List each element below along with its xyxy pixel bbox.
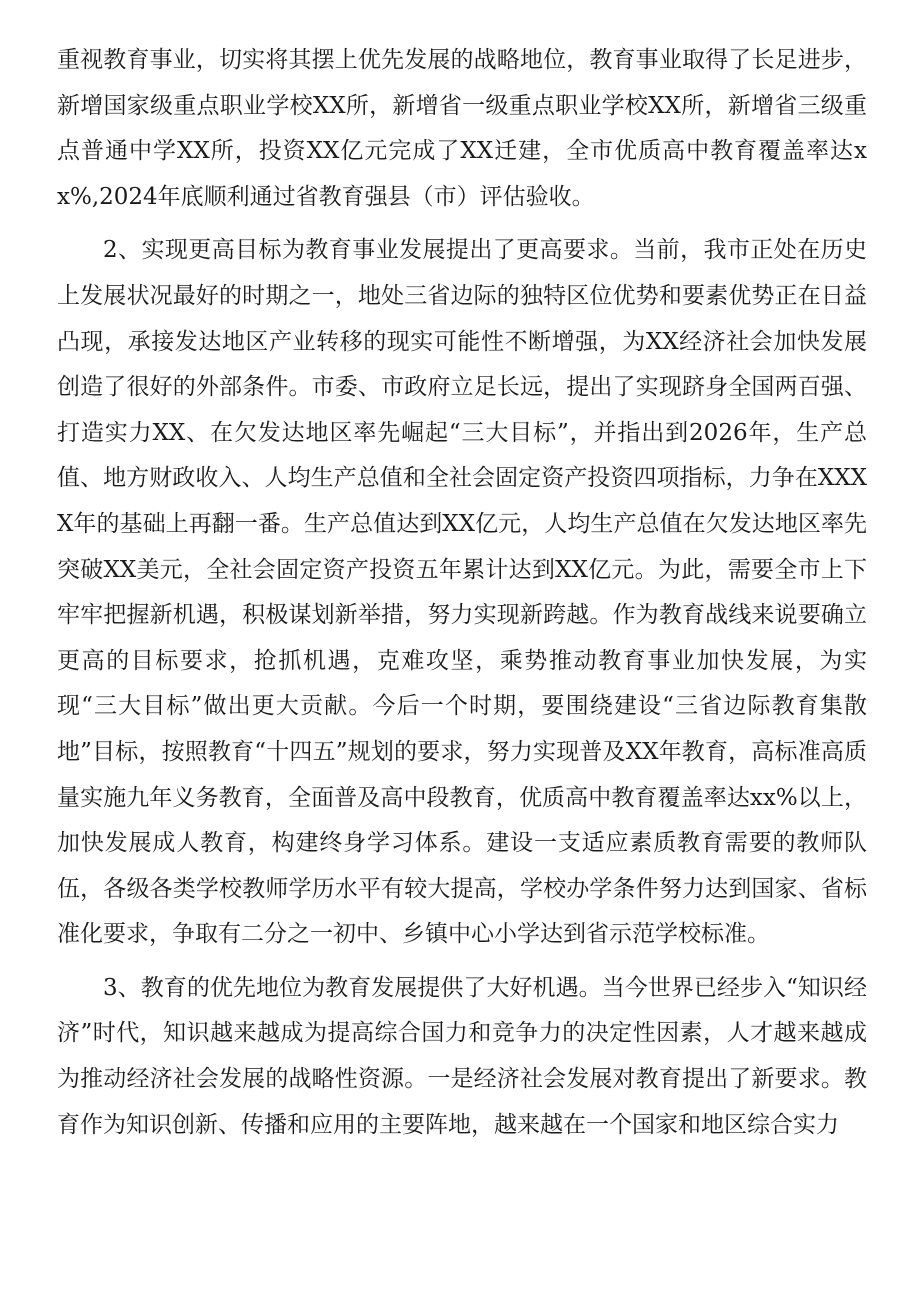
document-page <box>57 38 867 1148</box>
paragraph-3-priority-status: 3、教育的优先地位为教育发展提供了大好机遇。当今世界已经步入“知识经济”时代，知识越来越成为提高综合国力和竞争力的决定性因素，人才越来越成为推动经济社会发展的战略性资源。一是经济社会发展对教育提出了新要求。教育作为知识创新、传播和应用的主要阵地，越来越在一个国家和地区综合实力 <box>57 974 867 1138</box>
paragraph-continued: 重视教育事业，切实将其摆上优先发展的战略地位，教育事业取得了长足进步，新增国家级重点职业学校XX所，新增省一级重点职业学校XX所，新增省三级重点普通中学XX所，投资XX亿元完成了XX迁建，全市优质高中教育覆盖率达xx%,2024年底顺利通过省教育强县（市）评估验收。 <box>57 47 867 210</box>
paragraph-2-higher-goals: 2、实现更高目标为教育事业发展提出了更高要求。当前，我市正处在历史上发展状况最好的时期之一，地处三省边际的独特区位优势和要素优势正在日益凸现，承接发达地区产业转移的现实可能性不断增强，为XX经济社会加快发展创造了很好的外部条件。市委、市政府立足长远，提出了实现跻身全国两百强、打造实力XX、在欠发达地区率先崛起“三大目标”，并指出到2026年，生产总值、地方财政收入、人均生产总值和全社会固定资产投资四项指标，力争在XXXX年的基础上再翻一番。生产总值达到XX亿元，人均生产总值在欠发达地区率先突破XX美元，全社会固定资产投资五年累计达到XX亿元。为此，需要全市上下牢牢把握新机遇，积极谋划新举措，努力实现新跨越。作为教育战线来说要确立更高的目标要求，抢抓机遇，克难攻坚，乘势推动教育事业加快发展，为实现“三大目标”做出更大贡献。今后一个时期，要围绕建设“三省边际教育集散地”目标，按照教育“十四五”规划的要求，努力实现普及XX年教育，高标准高质量实施九年义务教育，全面普及高中段教育，优质高中教育覆盖率达xx%以上，加快发展成人教育，构建终身学习体系。建设一支适应素质教育需要的教师队伍，各级各类学校教师学历水平有较大提高，学校办学条件努力达到国家、省标准化要求，争取有二分之一初中、乡镇中心小学达到省示范学校标准。 <box>57 237 867 948</box>
